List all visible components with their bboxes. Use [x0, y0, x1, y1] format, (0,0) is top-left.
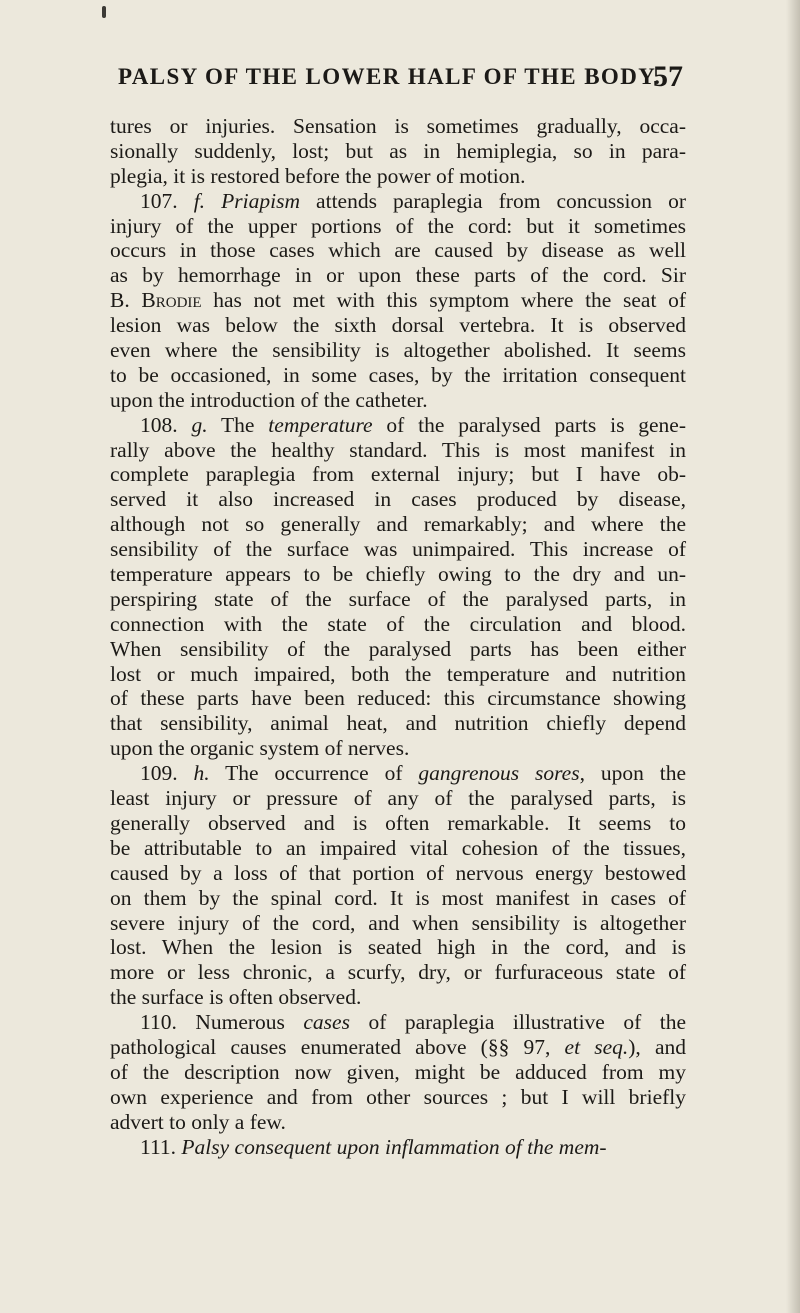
text-line: lost. When the lesion is seated high in the cord, and is [110, 935, 686, 960]
text-run [205, 189, 221, 213]
text-line: the surface is often observed. [110, 985, 362, 1010]
text-run: Priapism [221, 188, 300, 213]
page-header [118, 60, 683, 100]
text-run: 111. [140, 1134, 182, 1159]
text-line: complete paraplegia from external injury; but I have ob- [110, 462, 686, 487]
text-line: to be occasioned, in some cases, by the irritation consequent [110, 362, 686, 387]
text-run: Palsy consequent upon inflammation of the mem- [181, 1134, 607, 1159]
text-run: The [207, 412, 269, 437]
text-line: that sensibility, animal heat, and nutrition chiefly depend [110, 711, 686, 736]
page-edge-shadow [786, 0, 800, 1313]
text-line: injury of the upper portions of the cord: but it sometimes [110, 213, 686, 238]
ink-mark [102, 6, 106, 18]
text-run: B. [110, 288, 142, 313]
text-run: 109. [140, 761, 194, 786]
text-line [110, 1035, 686, 1060]
text-line [110, 761, 686, 786]
running-head: PALSY OF THE LOWER HALF OF THE BODY. [118, 64, 662, 89]
text-run: 107. [140, 188, 194, 213]
text-line: tures or injuries. Sensation is sometimes gradually, occa- [110, 114, 686, 138]
page-number: 57 [653, 60, 683, 93]
text-run: attends paraplegia from concussion or [299, 188, 687, 213]
text-line: upon the organic system of nerves. [110, 736, 410, 761]
text-line: caused by a loss of that portion of nervous energy bestowed [110, 860, 686, 885]
text-run: of the paralysed parts is gene- [372, 412, 687, 437]
text-run: has not met with this symptom where the seat of [201, 288, 687, 313]
text-line: be attributable to an impaired vital cohesion of the tissues, [110, 835, 686, 860]
text-line: upon the introduction of the catheter. [110, 387, 428, 412]
text-line: lesion was below the sixth dorsal vertebra. It is observed [110, 313, 686, 338]
text-line [110, 1135, 686, 1160]
text-line: perspiring state of the surface of the paralysed parts, in [110, 586, 686, 611]
text-line: of these parts have been reduced: this circumstance showing [110, 686, 686, 711]
text-line: sionally suddenly, lost; but as in hemiplegia, so in para- [110, 138, 686, 163]
text-line: occurs in those cases which are caused by disease as well [110, 238, 686, 263]
text-line: advert to only a few. [110, 1109, 286, 1134]
text-line: plegia, it is restored before the power of motion. [110, 163, 526, 188]
text-line: least injury or pressure of any of the paralysed parts, is [110, 786, 686, 811]
text-run: Brodie [141, 288, 202, 313]
text-run: The occurrence of [209, 761, 419, 786]
body-text [110, 114, 686, 1159]
text-line: generally observed and is often remarkable. It seems to [110, 810, 686, 835]
text-run: f. [193, 188, 206, 213]
text-run: 108. [140, 412, 192, 437]
text-line: temperature appears to be chiefly owing to the dry and un- [110, 562, 686, 587]
text-line: severe injury of the cord, and when sensibility is altogether [110, 910, 686, 935]
text-line: connection with the state of the circulation and blood. [110, 611, 686, 636]
text-run: cases [303, 1010, 350, 1035]
text-line [110, 288, 686, 313]
text-line: sensibility of the surface was unimpaired. This increase of [110, 537, 686, 562]
text-line: own experience and from other sources ; but I will briefly [110, 1084, 686, 1109]
text-run: pathological causes enumerated above (§§ 97, [110, 1034, 565, 1059]
text-run: gangrenous sores [418, 761, 580, 786]
text-line: even where the sensibility is altogether abolished. It seems [110, 338, 686, 363]
text-line: lost or much impaired, both the temperature and nutrition [110, 661, 686, 686]
text-run: , upon the [579, 761, 687, 786]
text-run: ), and [628, 1034, 686, 1059]
text-line: as by hemorrhage in or upon these parts of the cord. Sir [110, 263, 686, 288]
text-line: although not so generally and remarkably; and where the [110, 512, 686, 537]
text-line [110, 1010, 686, 1035]
text-line: rally above the healthy standard. This is most manifest in [110, 437, 686, 462]
text-run: et seq. [564, 1034, 629, 1059]
text-run: h. [193, 761, 210, 786]
text-line: served it also increased in cases produced by disease, [110, 487, 686, 512]
text-line: more or less chronic, a scurfy, dry, or furfuraceous state of [110, 960, 686, 985]
text-run: of paraplegia illustrative of the [349, 1010, 686, 1035]
text-run: 110. Numerous [140, 1010, 304, 1035]
text-run: g. [191, 412, 208, 437]
text-run: temperature [268, 412, 373, 437]
text-line [110, 413, 686, 438]
text-line: of the description now given, might be adduced from my [110, 1059, 686, 1084]
text-line: on them by the spinal cord. It is most manifest in cases of [110, 885, 686, 910]
text-line: When sensibility of the paralysed parts has been either [110, 636, 686, 661]
text-line [110, 189, 686, 214]
